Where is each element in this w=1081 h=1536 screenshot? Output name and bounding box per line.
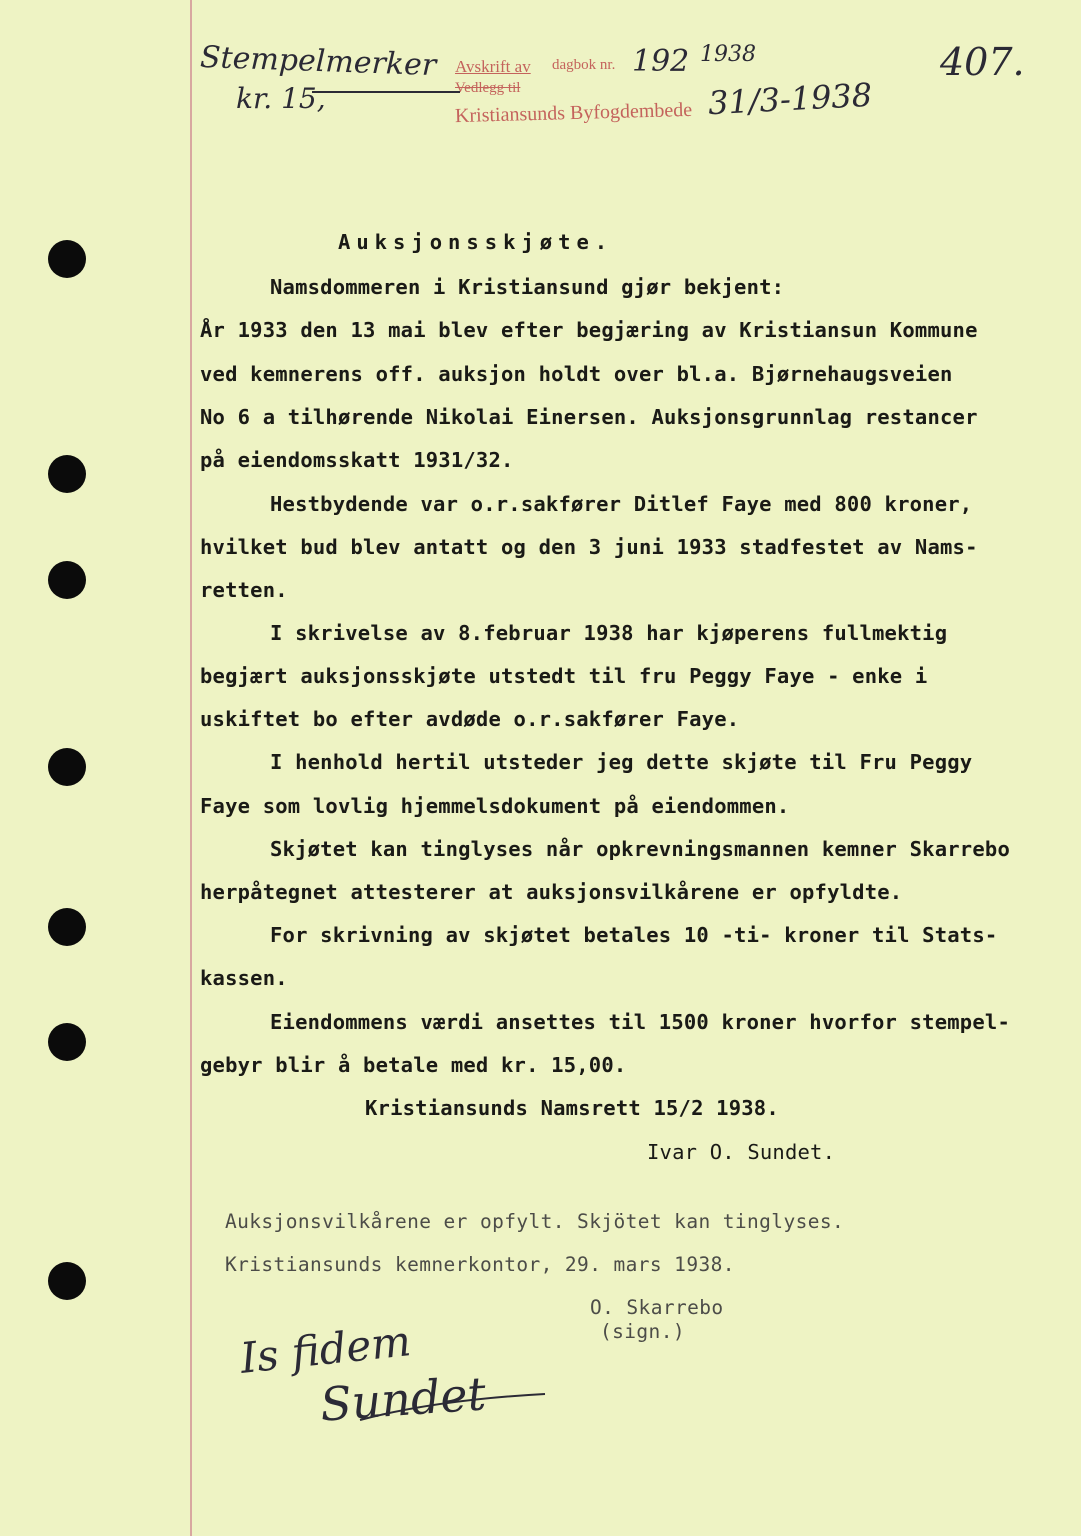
punch-hole — [48, 908, 86, 946]
body-line: gebyr blir å betale med kr. 15,00. — [200, 1053, 627, 1077]
punch-hole — [48, 1023, 86, 1061]
punch-hole — [48, 240, 86, 278]
body-line: herpåtegnet attesterer at auksjonsvilkårene er opfyldte. — [200, 880, 903, 904]
endorsement-line: Auksjonsvilkårene er opfylt. Skjötet kan tinglyses. — [225, 1210, 845, 1233]
handwritten-signature-line1: Is fidem — [237, 1316, 414, 1383]
body-line: År 1933 den 13 mai blev efter begjæring av Kristiansun Kommune — [200, 318, 978, 342]
endorsement-line: Kristiansunds kemnerkontor, 29. mars 1938. — [225, 1253, 735, 1276]
handwritten-stamp-note: Stempelmerker — [199, 39, 437, 84]
handwritten-stamp-amount: kr. 15, — [236, 82, 326, 115]
endorsement-signer: O. Skarrebo — [590, 1296, 724, 1319]
judge-signature: Ivar O. Sundet. — [647, 1140, 836, 1164]
body-line: Namsdommeren i Kristiansund gjør bekjent: — [270, 275, 785, 299]
stamp-vedlegg: Vedlegg til — [455, 80, 521, 96]
body-line: No 6 a tilhørende Nikolai Einersen. Auksjonsgrunnlag restancer — [200, 405, 978, 429]
endorsement-sign-note: (sign.) — [600, 1320, 685, 1343]
stamp-court-name: Kristiansunds Byfogdembede — [454, 98, 693, 128]
punch-hole — [48, 748, 86, 786]
document-title: Auksjonsskjøte. — [338, 230, 614, 254]
handwritten-dagbok-number: 192 — [632, 44, 690, 79]
court-date-line: Kristiansunds Namsrett 15/2 1938. — [365, 1096, 779, 1120]
punch-hole — [48, 455, 86, 493]
body-line: Hestbydende var o.r.sakfører Ditlef Faye med 800 kroner, — [270, 492, 973, 516]
body-line: kassen. — [200, 966, 288, 990]
body-line: begjært auksjonsskjøte utstedt til fru Peggy Faye - enke i — [200, 664, 928, 688]
stamp-avskrift: Avskrift av — [455, 57, 531, 76]
body-line: på eiendomsskatt 1931/32. — [200, 448, 514, 472]
signature-flourish — [355, 1390, 595, 1440]
body-line: I henhold hertil utsteder jeg dette skjøte til Fru Peggy — [270, 750, 973, 774]
handwritten-stamp-year: 1938 — [700, 42, 756, 67]
body-line: For skrivning av skjøtet betales 10 -ti- kroner til Stats- — [270, 923, 998, 947]
punch-hole — [48, 1262, 86, 1300]
handwritten-date: 31/3-1938 — [707, 75, 873, 123]
stamp-dagbok-label: dagbok nr. — [552, 57, 616, 73]
body-line: retten. — [200, 578, 288, 602]
body-line: uskiftet bo efter avdøde o.r.sakfører Faye. — [200, 707, 740, 731]
body-line: Eiendommens værdi ansettes til 1500 kroner hvorfor stempel- — [270, 1010, 1010, 1034]
body-line: I skrivelse av 8.februar 1938 har kjøperens fullmektig — [270, 621, 948, 645]
punch-hole — [48, 561, 86, 599]
page-number: 407. — [940, 40, 1025, 84]
body-line: hvilket bud blev antatt og den 3 juni 1933 stadfestet av Nams- — [200, 535, 978, 559]
handwritten-signature-line2: Sundet — [318, 1366, 488, 1432]
body-line: ved kemnerens off. auksjon holdt over bl.a. Bjørnehaugsveien — [200, 362, 953, 386]
body-line: Faye som lovlig hjemmelsdokument på eiendommen. — [200, 794, 790, 818]
margin-rule — [190, 0, 192, 1536]
body-line: Skjøtet kan tinglyses når opkrevningsmannen kemner Skarrebo — [270, 837, 1010, 861]
